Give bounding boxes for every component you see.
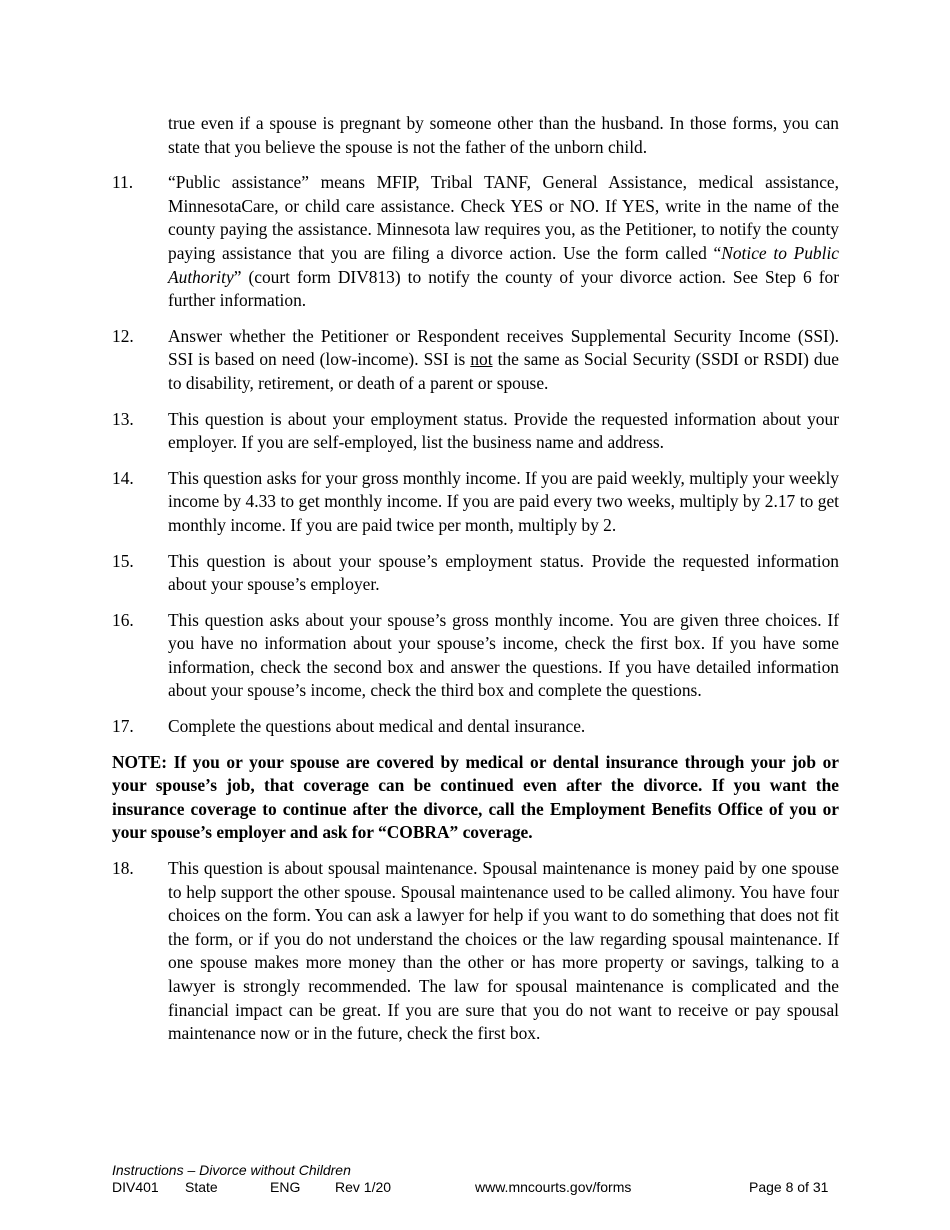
item-text-part: “Public assistance” means MFIP, Tribal TANF, General Assistance, medical assistance, MinnesotaCare, or child care assistance. Check YES or NO. If YES, write in the name of the county paying the assistance. Minnesota law requires you, as the Petitioner, to notify the county paying assistance that you are filing a divorce action. Use the form called “ bbox=[168, 172, 839, 263]
item-text-part: Answer whether the Petitioner or Respondent receives Supplemental Security Income (SSI). SSI is based on need (low-income). SSI is bbox=[168, 325, 839, 370]
continuation-paragraph: true even if a spouse is pregnant by someone other than the husband. In those forms, you can state that you believe the spouse is not the father of the unborn child. bbox=[168, 113, 839, 157]
item-number: 13. bbox=[112, 408, 134, 429]
item-text: This question is about your employment status. Provide the requested information about your employer. If you are self-employed, list the business name and address. bbox=[168, 408, 839, 453]
cobra-note: NOTE: If you or your spouse are covered by medical or dental insurance through your job or your spouse’s job, that coverage can be continued even after the divorce. If you want the insurance coverage to continue after the divorce, call the Employment Benefits Office of you or your spouse’s employer and ask for “COBRA” coverage. bbox=[112, 751, 839, 843]
footer-form-code: DIV401 bbox=[112, 1179, 159, 1195]
item-text-part: ” (court form DIV813) to notify the county of your divorce action. See Step 6 for further information. bbox=[168, 266, 839, 311]
form-title-italic: Notice to Public Authority bbox=[168, 242, 839, 287]
footer-revision: Rev 1/20 bbox=[335, 1179, 392, 1195]
footer-document-title: Instructions – Divorce without Children bbox=[112, 1162, 351, 1178]
instruction-item-13 bbox=[112, 408, 839, 455]
instruction-item-17 bbox=[112, 715, 839, 739]
item-number: 16. bbox=[112, 609, 134, 630]
item-number: 14. bbox=[112, 467, 134, 488]
item-text-part: the same as Social Security (SSDI or RSDI) due to disability, retirement, or death of a parent or spouse. bbox=[168, 349, 839, 393]
footer-language: ENG bbox=[270, 1179, 301, 1195]
footer-meta-row bbox=[112, 1179, 839, 1196]
footer-url: www.mncourts.gov/forms bbox=[475, 1179, 632, 1195]
instruction-item-12 bbox=[112, 325, 839, 396]
item-text: This question is about your spouse’s employment status. Provide the requested information about your spouse’s employer. bbox=[168, 550, 839, 595]
item-text: Complete the questions about medical and dental insurance. bbox=[168, 716, 586, 737]
item-number: 17. bbox=[112, 716, 134, 737]
instruction-item-18 bbox=[112, 857, 839, 1046]
underlined-word: not bbox=[470, 349, 493, 370]
item-number: 11. bbox=[112, 172, 134, 193]
item-text: This question asks for your gross monthly income. If you are paid weekly, multiply your weekly income by 4.33 to get monthly income. If you are paid every two weeks, multiply by 2.17 to get monthly income. If you are paid twice per month, multiply by 2. bbox=[168, 467, 839, 535]
instruction-item-15 bbox=[112, 550, 839, 597]
page-footer bbox=[112, 1162, 839, 1196]
item-number: 12. bbox=[112, 325, 134, 346]
footer-jurisdiction: State bbox=[185, 1179, 218, 1195]
instruction-item-14 bbox=[112, 467, 839, 538]
item-text: This question is about spousal maintenance. Spousal maintenance is money paid by one spouse to help support the other spouse. Spousal maintenance used to be called alimony. You have four choices on the form. You can ask a lawyer for help if you want to do something that does not fit the form, or if you do not understand the choices or the law regarding spousal maintenance. If one spouse makes more money than the other or has more property or savings, talking to a lawyer is strongly recommended. The law for spousal maintenance is complicated and the financial impact can be great. If you are sure that you do not want to receive or pay spousal maintenance now or in the future, check the first box. bbox=[168, 858, 839, 1044]
instruction-item-11 bbox=[112, 171, 839, 313]
item-text bbox=[168, 325, 839, 396]
item-text: This question asks about your spouse’s gross monthly income. You are given three choices. If you have no information about your spouse’s income, check the first box. If you have some information, check the second box and answer the questions. If you have detailed information about your spouse’s income, check the third box and complete the questions. bbox=[168, 609, 839, 701]
instruction-item-16 bbox=[112, 609, 839, 703]
footer-page-number: Page 8 of 31 bbox=[749, 1179, 829, 1195]
instructions-body bbox=[112, 112, 839, 1058]
item-number: 15. bbox=[112, 550, 134, 571]
item-text bbox=[168, 171, 839, 313]
item-number: 18. bbox=[112, 858, 134, 879]
